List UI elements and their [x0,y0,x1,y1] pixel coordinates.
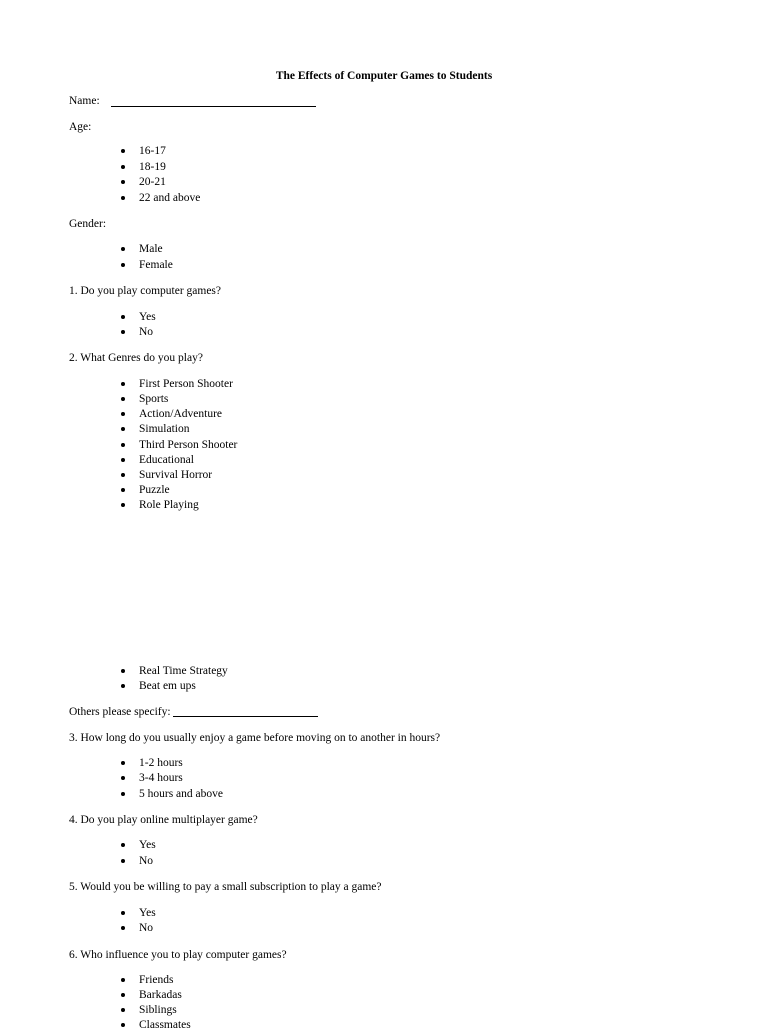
q2-option: Simulation [139,423,190,435]
age-option: 18-19 [139,161,166,173]
gender-label: Gender: [69,218,107,230]
bullet-icon [121,911,125,915]
bullet-icon [121,196,125,200]
bullet-icon [121,503,125,507]
q1-option: No [139,326,154,338]
bullet-icon [121,397,125,401]
q2-option: Sports [139,393,169,405]
q2-option: Role Playing [139,499,199,511]
bullet-icon [121,792,125,796]
q2-option: Action/Adventure [139,408,223,420]
name-field-line[interactable] [111,106,316,107]
bullet-icon [121,776,125,780]
q2-option: Puzzle [139,484,170,496]
age-label: Age: [69,121,92,133]
q6-option: Siblings [139,1004,177,1016]
bullet-icon [121,458,125,462]
question-3: 3. How long do you usually enjoy a game before moving on to another in hours? [69,732,441,744]
q1-option: Yes [139,311,156,323]
q2-option: Third Person Shooter [139,439,238,451]
q3-option: 3-4 hours [139,772,183,784]
gender-option: Female [139,259,173,271]
q5-option: No [139,922,154,934]
bullet-icon [121,761,125,765]
age-option: 20-21 [139,176,166,188]
bullet-icon [121,427,125,431]
question-2: 2. What Genres do you play? [69,352,203,364]
page-title: The Effects of Computer Games to Students [275,70,493,82]
bullet-icon [121,443,125,447]
others-specify-label: Others please specify: [69,706,171,718]
bullet-icon [121,669,125,673]
question-5: 5. Would you be willing to pay a small subscription to play a game? [69,881,382,893]
bullet-icon [121,843,125,847]
bullet-icon [121,1008,125,1012]
bullet-icon [121,993,125,997]
bullet-icon [121,330,125,334]
bullet-icon [121,859,125,863]
bullet-icon [121,926,125,930]
q2-option: Real Time Strategy [139,665,228,677]
q3-option: 5 hours and above [139,788,223,800]
q5-option: Yes [139,907,156,919]
bullet-icon [121,247,125,251]
others-specify-line[interactable] [173,716,318,717]
gender-option: Male [139,243,163,255]
q2-option: First Person Shooter [139,378,233,390]
bullet-icon [121,488,125,492]
name-label: Name: [69,95,100,107]
q6-option: Classmates [139,1019,191,1031]
bullet-icon [121,684,125,688]
bullet-icon [121,978,125,982]
age-option: 16-17 [139,145,166,157]
question-6: 6. Who influence you to play computer games? [69,949,287,961]
q4-option: No [139,855,154,867]
bullet-icon [121,180,125,184]
bullet-icon [121,473,125,477]
bullet-icon [121,165,125,169]
q6-option: Barkadas [139,989,182,1001]
q4-option: Yes [139,839,156,851]
bullet-icon [121,382,125,386]
question-4: 4. Do you play online multiplayer game? [69,814,258,826]
q2-option: Beat em ups [139,680,196,692]
bullet-icon [121,263,125,267]
q2-option: Educational [139,454,194,466]
q6-option: Friends [139,974,174,986]
question-1: 1. Do you play computer games? [69,285,222,297]
bullet-icon [121,412,125,416]
q3-option: 1-2 hours [139,757,183,769]
bullet-icon [121,315,125,319]
q2-option: Survival Horror [139,469,213,481]
bullet-icon [121,149,125,153]
age-option: 22 and above [139,192,201,204]
